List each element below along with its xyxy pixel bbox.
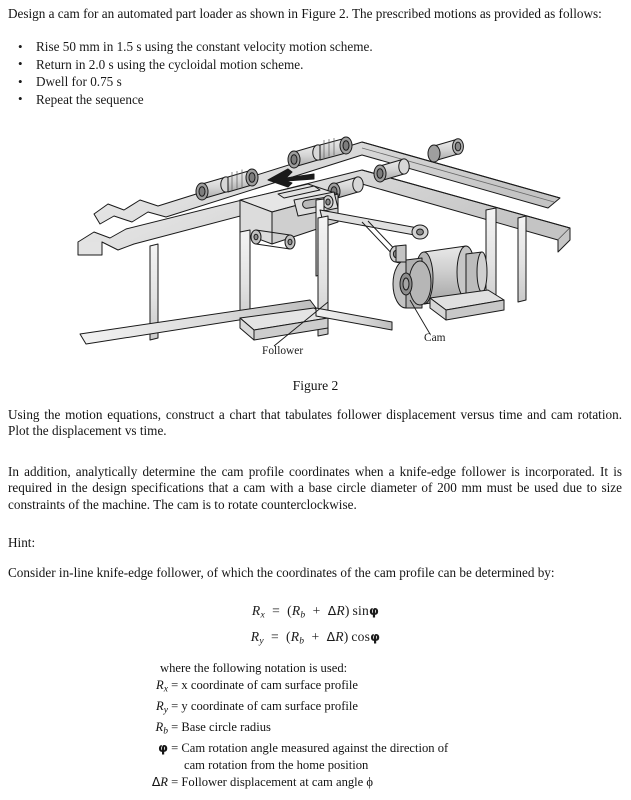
paragraph-cam-profile-requirements: In addition, analytically determine the cam profile coordinates when a knife-edge follower is incorporated. It is required in the design specifications that a cam with a base circle diameter of 200 mm must be used due to size constraints of the machine. The cam is to rotate counterclockwise.: [8, 464, 622, 512]
list-item: • Dwell for 0.75 s: [8, 73, 608, 91]
equation-ry: $R_y = (R_b + \Delta R)$ cosφ: [250, 628, 381, 647]
intro-paragraph: Design a cam for an automated part loader as shown in Figure 2. The prescribed motions as provided as follows:: [8, 6, 602, 21]
cam-profile-equations: [0, 600, 631, 651]
notation-item-phi-continuation: cam rotation from the home position: [184, 758, 369, 773]
notation-item-rb: $R_b$ = Base circle radius: [155, 720, 271, 737]
notation-legend: [148, 660, 448, 790]
motion-requirements-list: [8, 38, 608, 108]
rocker-arm: [320, 210, 428, 263]
notation-definition: = Base circle radius: [171, 720, 271, 735]
figure-label-cam: Cam: [424, 332, 446, 344]
notation-definition: = x coordinate of cam surface profile: [171, 677, 358, 692]
list-item: • Repeat the sequence: [8, 91, 608, 109]
notation-definition: = Cam rotation angle measured against the direction of: [171, 741, 449, 756]
list-item: • Rise 50 mm in 1.5 s using the constant velocity motion scheme.: [8, 38, 608, 56]
notation-definition: = y coordinate of cam surface profile: [171, 698, 358, 713]
paragraph-using-motion-equations: Using the motion equations, construct a chart that tabulates follower displacement versus time and cam rotation. Plot the displacement vs time.: [8, 407, 622, 439]
figure-caption: Figure 2: [292, 378, 339, 393]
list-item: • Return in 2.0 s using the cycloidal motion scheme.: [8, 56, 608, 74]
figure-2-illustration: [62, 122, 572, 372]
notation-item-rx: $R_x = x$ coordinate of cam surface profile: [156, 677, 358, 695]
notation-item-phi: φ = Cam rotation angle measured against the direction of: [158, 740, 449, 756]
notation-item-delta-r: ΔR = Follower displacement at cam angle ϕ: [151, 773, 374, 789]
notation-item-ry: $R_y = y$ coordinate of cam surface profile: [156, 698, 358, 716]
hint-label: Hint:: [8, 535, 36, 550]
figure-label-follower: Follower: [262, 345, 304, 357]
equation-rx: $R_x = (R_b + \Delta R)$ sinφ: [251, 603, 380, 621]
paragraph-consider-knife-edge: Consider in-line knife-edge follower, of which the coordinates of the cam profile can be determined by:: [8, 565, 555, 580]
notation-definition: = Follower displacement at cam angle ϕ: [171, 774, 374, 789]
notation-header: where the following notation is used:: [160, 661, 348, 675]
part-cylinder: [428, 139, 463, 162]
